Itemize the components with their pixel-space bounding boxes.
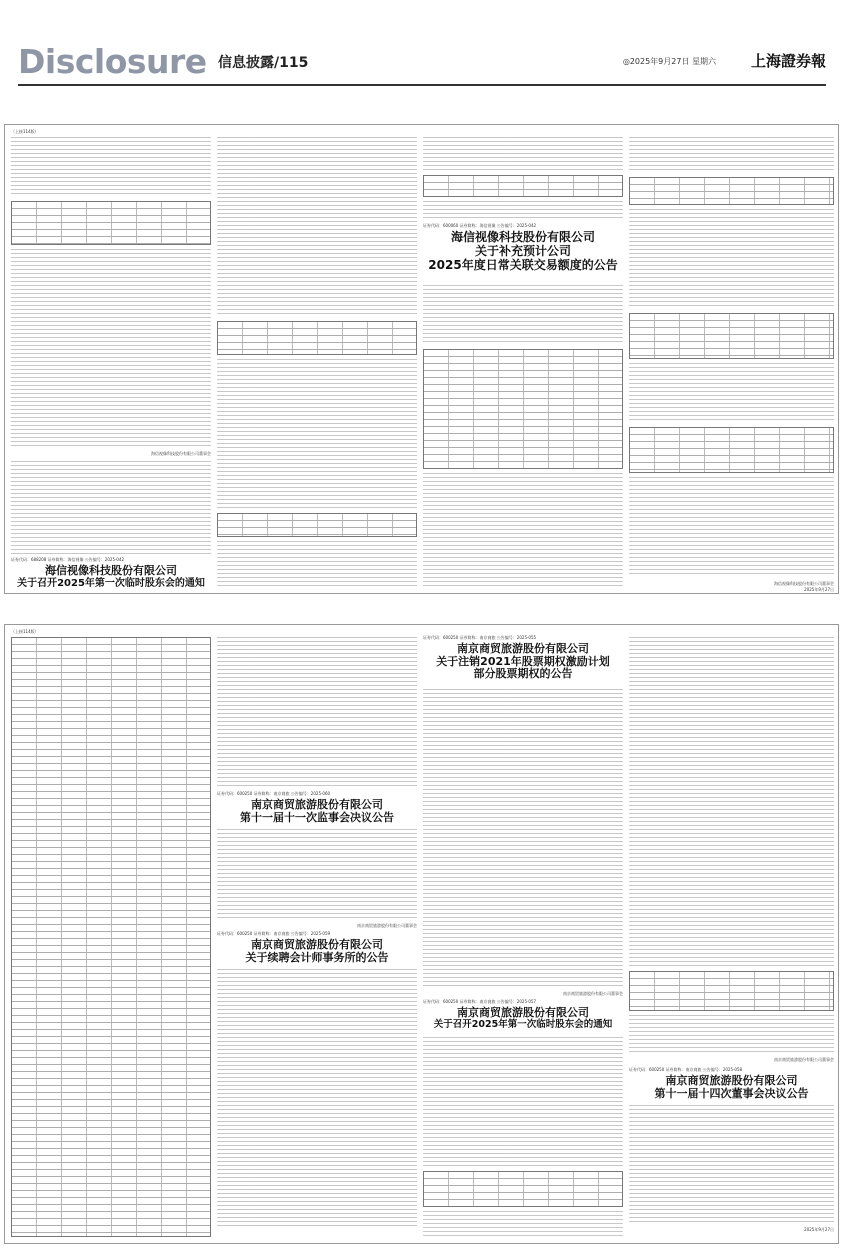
bottom-page — [4, 624, 839, 1244]
top-col1-table — [11, 201, 211, 245]
top-col4-text-c — [629, 363, 834, 423]
top-continuation: （上接114版） — [11, 129, 39, 134]
notice-code: 证券代码：600250 证券简称：南京商旅 公告编号：2025-058 — [629, 1067, 743, 1072]
notice-code: 证券代码：600250 证券简称：南京商旅 公告编号：2025-060 — [217, 791, 331, 796]
notice-title: 第十一届十四次董事会决议公告 — [654, 1086, 809, 1100]
top-col4-table-3 — [629, 427, 834, 473]
bottom-col4-text-b — [629, 1015, 834, 1055]
bottom-col2-text-c — [217, 969, 417, 1229]
notice-title: 第十一届十一次监事会决议公告 — [240, 810, 394, 824]
notice-code: 证券代码：600250 证券简称：南京商旅 公告编号：2025-059 — [217, 931, 331, 936]
haixin-related-notice-header — [423, 223, 623, 272]
top-col2-text-c — [217, 541, 417, 589]
top-col2-table-2 — [217, 513, 417, 537]
top-col4-text-a — [629, 137, 834, 173]
bottom-col4-text-a — [629, 637, 834, 967]
bottom-continuation: （上接114版） — [11, 629, 39, 634]
notice-company: 南京商贸旅游股份有限公司 — [457, 642, 589, 655]
masthead-wordmark: Disclosure — [18, 42, 207, 81]
bottom-col4-text-c — [629, 1105, 834, 1225]
related-transactions-table — [423, 349, 623, 469]
top-col3-text-d — [423, 473, 623, 589]
notice-title-line2: 部分股票期权的公告 — [473, 667, 573, 681]
nanjing-signoff-2: 南京商贸旅游股份有限公司董事会 — [563, 991, 623, 996]
top-col3-text-b — [423, 201, 623, 221]
bottom-col4-table — [629, 971, 834, 1011]
haixin-signoff-2: 海信视像科技股份有限公司董事会 2025年9月27日 — [774, 581, 834, 592]
nanjing-accounting-notice-header — [217, 931, 417, 964]
top-col2-text-b — [217, 359, 417, 509]
nanjing-meeting-notice-header — [423, 999, 623, 1031]
newspaper-name: 上海證券報 — [750, 52, 826, 70]
nanjing-board-notice-header — [629, 1067, 834, 1100]
notice-title-line1: 关于补充预计公司 — [474, 243, 571, 258]
nanjing-supervisory-notice-header — [217, 791, 417, 824]
bottom-col2-text-b — [217, 829, 417, 921]
top-col1-text-b — [11, 249, 211, 449]
masthead — [18, 44, 826, 80]
top-col3-text-a — [423, 137, 623, 171]
notice-code: 证券代码：688208 证券简称：海信视像 公告编号：2025-042 — [11, 557, 125, 562]
notice-company: 南京商贸旅游股份有限公司 — [251, 798, 383, 811]
haixin-signoff-1: 海信视像科技股份有限公司董事会 — [151, 451, 211, 456]
bottom-col3-text-a — [423, 689, 623, 989]
notice-title: 关于续聘会计师事务所的公告 — [245, 950, 389, 964]
top-col4-text-b — [629, 209, 834, 309]
top-col4-text-d — [629, 477, 834, 577]
nanjing-signoff-1: 南京商贸旅游股份有限公司董事会 — [357, 923, 417, 928]
bottom-col3-text-c — [423, 1211, 623, 1237]
notice-company: 南京商贸旅游股份有限公司 — [457, 1006, 589, 1019]
notice-company: 南京商贸旅游股份有限公司 — [665, 1074, 798, 1087]
notice-code: 证券代码：600060 证券简称：海信视像 公告编号：2025-042 — [423, 223, 537, 228]
notice-title: 关于召开2025年第一次临时股东会的通知 — [17, 577, 205, 589]
notice-title-line1: 关于注销2021年股票期权激励计划 — [436, 654, 610, 668]
top-col4-table-2 — [629, 313, 834, 359]
notice-code: 证券代码：600250 证券简称：南京商旅 公告编号：2025-055 — [423, 635, 537, 640]
notice-company: 海信视像科技股份有限公司 — [45, 564, 177, 577]
top-col3-text-c — [423, 285, 623, 345]
haixin-meeting-notice-header — [11, 557, 211, 589]
top-page — [4, 124, 839, 594]
nanjing-signoff-3: 南京商贸旅游股份有限公司董事会 — [774, 1057, 834, 1062]
nanjing-signoff-4: 2025年9月27日 — [804, 1227, 834, 1232]
notice-company: 南京商贸旅游股份有限公司 — [251, 938, 383, 951]
notice-title: 关于召开2025年第一次临时股东会的通知 — [433, 1018, 613, 1030]
top-col2-table — [217, 321, 417, 355]
top-col1-text-c — [11, 461, 211, 555]
nanjing-options-notice-header — [423, 635, 623, 681]
bottom-col1-table — [11, 637, 211, 1237]
section-title: 信息披露/115 — [218, 55, 309, 71]
bottom-col3-text-b — [423, 1037, 623, 1167]
top-col1-text-a — [11, 137, 211, 197]
top-col4-table-1 — [629, 177, 834, 205]
notice-code: 证券代码：600250 证券简称：南京商旅 公告编号：2025-057 — [423, 999, 537, 1004]
meeting-agenda-table — [423, 1171, 623, 1207]
top-col2-text-a — [217, 137, 417, 317]
masthead-rule — [18, 84, 826, 86]
bottom-col2-text-a — [217, 637, 417, 787]
top-col3-table — [423, 175, 623, 197]
notice-company: 海信视像科技股份有限公司 — [450, 230, 595, 244]
notice-title-line2: 2025年度日常关联交易额度的公告 — [428, 257, 618, 272]
issue-date: ◎2025年9月27日 星期六 — [622, 57, 716, 66]
